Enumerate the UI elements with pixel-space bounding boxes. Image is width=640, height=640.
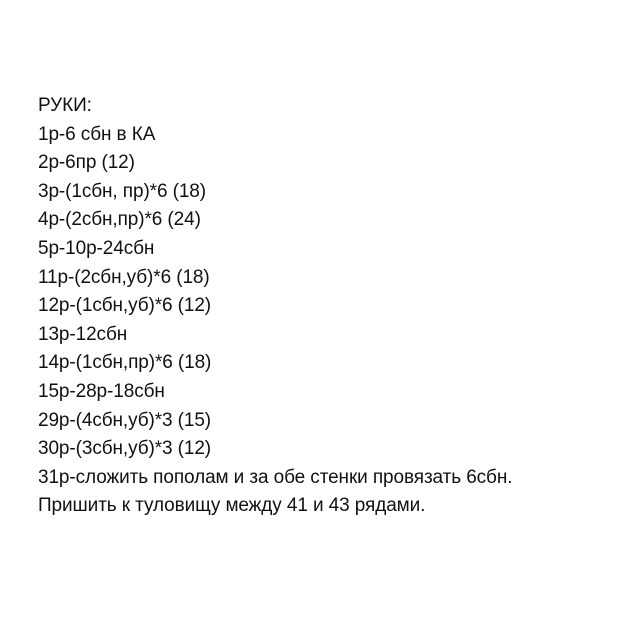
pattern-text — [38, 92, 628, 521]
pattern-row-8: 13р-12сбн — [38, 323, 128, 345]
pattern-row-6: 11р-(2сбн,уб)*6 (18) — [38, 266, 210, 288]
assembly-instruction: Пришить к туловищу между 41 и 43 рядами. — [38, 495, 426, 517]
pattern-row-11: 29р-(4сбн,уб)*3 (15) — [38, 409, 212, 431]
pattern-row-2: 2р-6пр (12) — [38, 152, 135, 174]
section-title: РУКИ: — [38, 95, 92, 116]
pattern-row-1: 1р-6 сбн в КА — [38, 123, 156, 145]
pattern-row-13: 31р-сложить пополам и за обе стенки провязать 6сбн. — [38, 466, 513, 488]
pattern-row-7: 12р-(1сбн,уб)*6 (12) — [38, 295, 212, 317]
pattern-row-12: 30р-(3сбн,уб)*3 (12) — [38, 438, 212, 460]
pattern-row-4: 4р-(2сбн,пр)*6 (24) — [38, 209, 201, 231]
pattern-row-3: 3р-(1сбн, пр)*6 (18) — [38, 180, 206, 202]
pattern-row-10: 15р-28р-18сбн — [38, 380, 165, 402]
pattern-row-9: 14р-(1сбн,пр)*6 (18) — [38, 352, 212, 374]
pattern-row-5: 5р-10р-24сбн — [38, 237, 155, 259]
